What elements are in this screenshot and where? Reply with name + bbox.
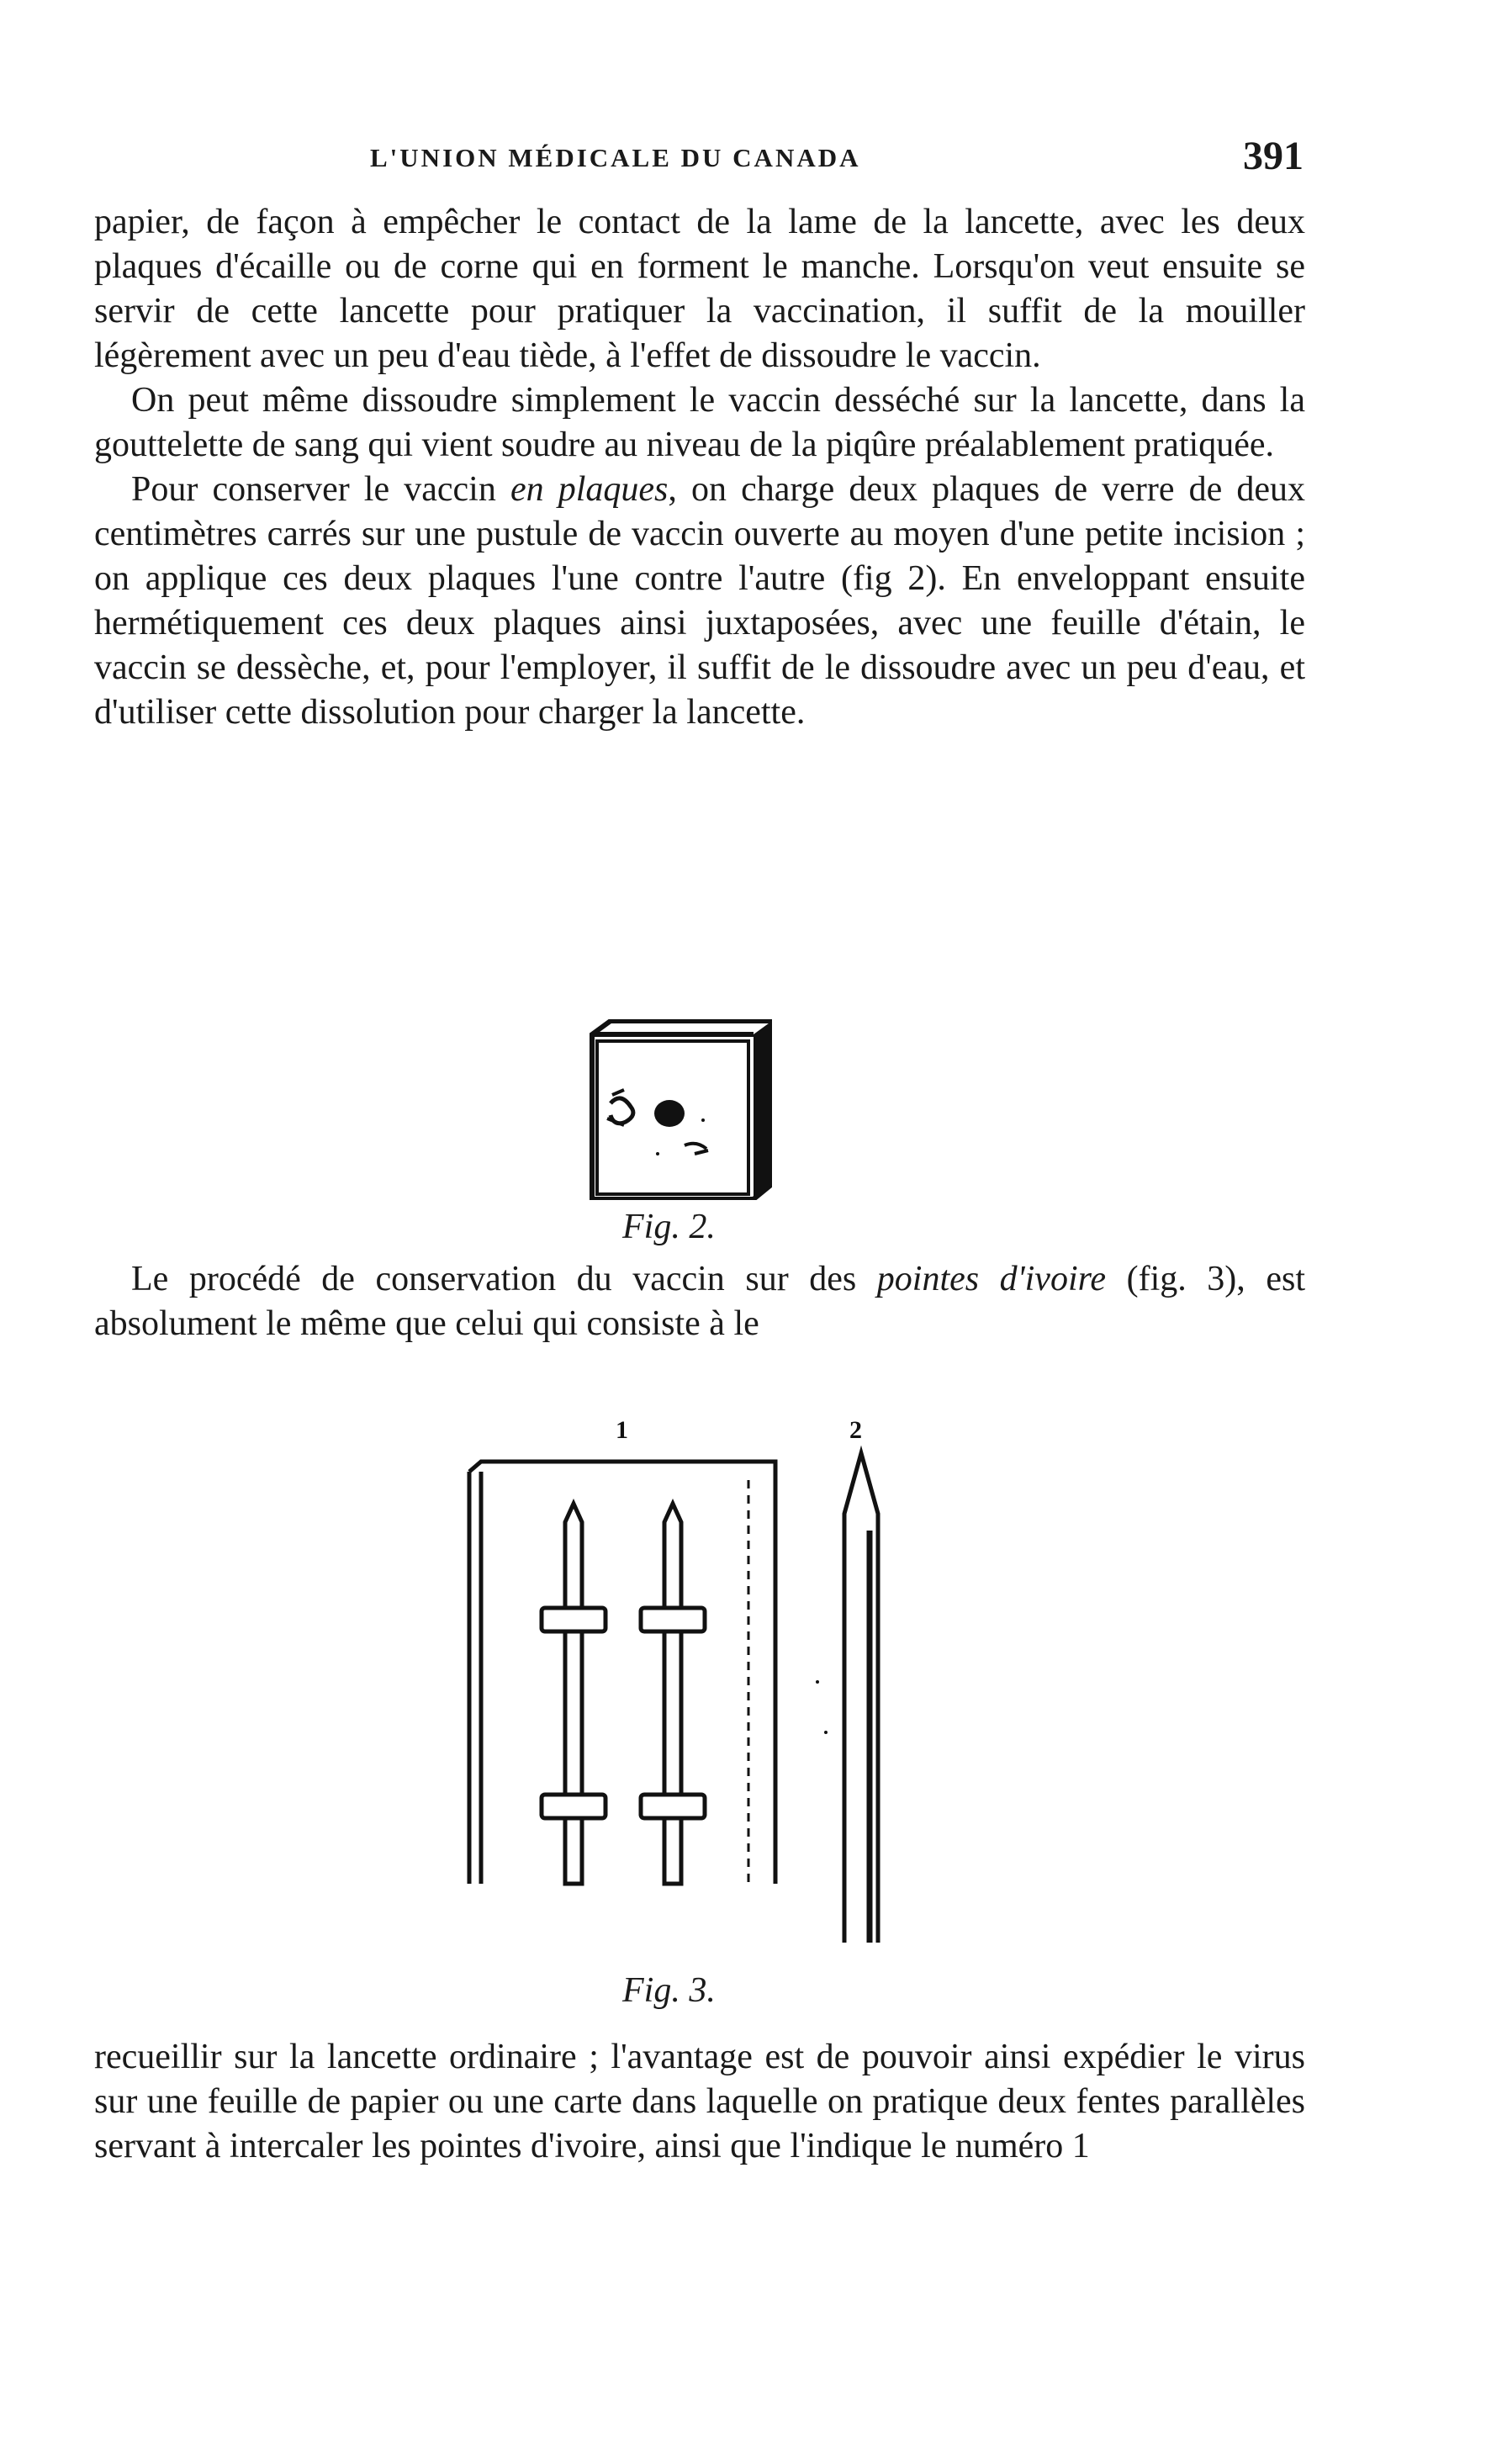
figure-2-caption: Fig. 2.: [622, 1208, 716, 1246]
page-number: 391: [1243, 134, 1304, 178]
figure-3-label-2: 2: [849, 1416, 862, 1444]
paragraph-plaques-before: Pour conserver le vaccin: [131, 470, 510, 509]
figure-3-ivory-points-illustration: [464, 1413, 935, 1951]
paragraph-ivoire-italic: pointes d'ivoire: [876, 1260, 1107, 1298]
paragraph-dissoudre: On peut même dissoudre simplement le vaccin desséché sur la lancette, dans la gouttelette de sang qui vient soudre au niveau de la piqûre préalablement pratiquée.: [94, 381, 1305, 464]
text-block-middle: [94, 1257, 1305, 1346]
paragraph-papier: papier, de façon à empêcher le contact de la lame de la lancette, avec les deux plaques d'écaille ou de corne qui en forment le manche. Lorsqu'on veut ensuite se servir de cette lancette pour pratiquer la vaccination, il suffit de la mouiller légèrement avec un peu d'eau tiède, à l'effet de dissoudre le vaccin.: [94, 203, 1305, 375]
figure-2-plates-illustration: [577, 1019, 772, 1200]
paragraph-ivoire: [94, 1257, 1305, 1346]
paragraph-recueillir: recueillir sur la lancette ordinaire ; l'avantage est de pouvoir ainsi expédier le virus sur une feuille de papier ou une carte dans laquelle on pratique deux fentes parallèles servant à intercaler les pointes d'ivoire, ainsi que l'indique le numéro 1: [94, 2038, 1305, 2165]
paragraph-plaques-after: , on charge deux plaques de verre de deux centimètres carrés sur une pustule de vaccin ouverte au moyen d'une petite incision ; on applique ces deux plaques l'une contre l'autre (fig 2). En enveloppant ensuite hermétiquement ces deux plaques ainsi juxtaposées, avec une feuille d'étain, le vaccin se dessèche, et, pour l'employer, il suffit de le dissoudre avec un peu d'eau, et d'utiliser cette dissolution pour charger la lancette.: [94, 470, 1305, 732]
paragraph-plaques-italic: en plaques: [510, 470, 669, 509]
running-title: L'UNION MÉDICALE DU CANADA: [370, 143, 861, 172]
text-block-bottom: [94, 2035, 1305, 2169]
figure-3-label-1: 1: [616, 1416, 628, 1444]
paragraph-ivoire-after: (fig. 3), est absolument le même que celui qui consiste à le: [94, 1260, 1306, 1343]
paragraph-plaques: [94, 468, 1305, 735]
page-header: [93, 133, 1304, 183]
text-block-top: [94, 200, 1305, 735]
figure-3-caption: Fig. 3.: [622, 1971, 716, 2010]
paragraph-ivoire-before: Le procédé de conservation du vaccin sur des: [131, 1260, 877, 1298]
